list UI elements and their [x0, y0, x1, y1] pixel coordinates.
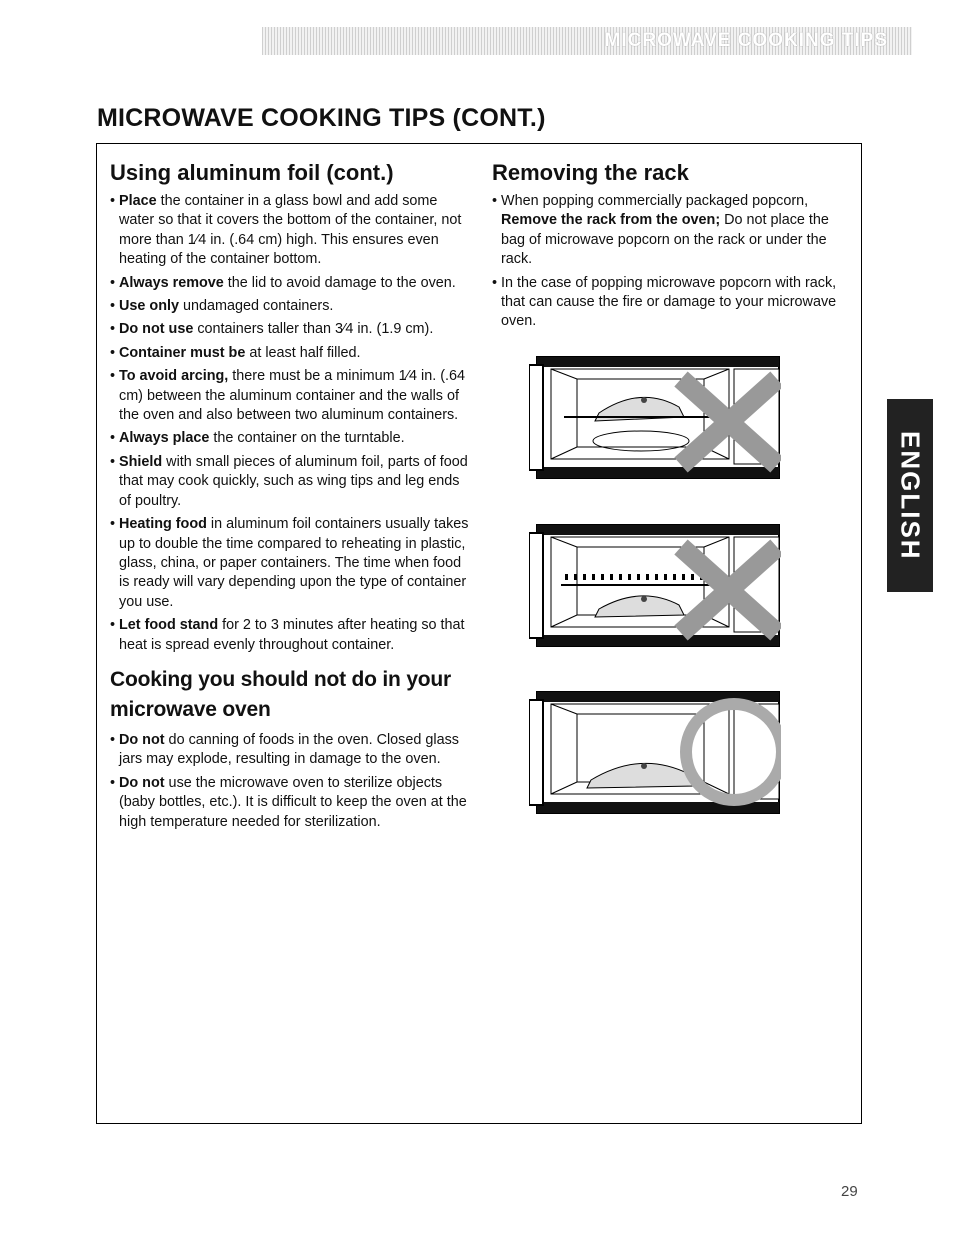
item-text: When popping commercially packaged popcorn,	[501, 193, 809, 209]
item-emphasis: Do not	[119, 731, 165, 748]
item-text: in aluminum foil containers usually takes up to double the time compared to reheating in plastic, glass, china, or paper containers. The time when food is ready will vary depending upon the type of container you use.	[119, 516, 469, 610]
illustration-popcorn-on-turntable	[529, 690, 781, 815]
item-text: containers taller than 3⁄4 in. (1.9 cm).	[193, 321, 434, 338]
language-tab-label: ENGLISH	[895, 430, 926, 561]
banner-text: MICROWAVE COOKING TIPS	[604, 30, 888, 51]
item-text: for 2 to 3 minutes after heating so that heat is spread evenly throughout container.	[119, 617, 465, 653]
item-text: In the case of popping microwave popcorn with rack, that can cause the fire or damage to your microwave oven.	[501, 274, 837, 330]
item-text: there must be a minimum 1⁄4 in. (.64 cm) between the aluminum container and the walls of the oven and also between two aluminum containers.	[119, 368, 466, 424]
list-item	[110, 320, 470, 339]
item-text: do canning of foods in the oven. Closed glass jars may explode, resulting in damage to the oven.	[119, 731, 459, 768]
list-item	[110, 515, 470, 612]
header-banner	[262, 27, 912, 55]
list-item	[492, 274, 852, 332]
item-text: the container on the turntable.	[209, 430, 405, 447]
item-emphasis: Remove the rack from the oven;	[501, 212, 721, 229]
item-emphasis: Always place	[119, 430, 210, 447]
list-item	[110, 274, 470, 293]
list-item	[110, 429, 470, 448]
item-emphasis: Shield	[119, 453, 163, 470]
item-emphasis: Do not	[119, 774, 165, 791]
item-emphasis: Always remove	[119, 274, 224, 291]
removing-rack-list	[492, 192, 852, 332]
section-heading-aluminum-foil: Using aluminum foil (cont.)	[110, 160, 394, 185]
item-text: at least half filled.	[245, 344, 361, 361]
list-item	[492, 192, 852, 270]
item-emphasis: Container must be	[119, 344, 246, 361]
list-item	[110, 731, 470, 770]
item-emphasis: To avoid arcing,	[119, 368, 229, 385]
page-title: MICROWAVE COOKING TIPS (CONT.)	[97, 104, 546, 132]
left-column	[110, 160, 470, 836]
list-item	[110, 616, 470, 655]
item-text: the lid to avoid damage to the oven.	[223, 274, 456, 291]
language-tab	[887, 399, 933, 592]
list-item	[110, 344, 470, 363]
item-text: the container in a glass bowl and add some water so that it covers the bottom of the container, not more than 1⁄4 in. (.64 cm) high. This ensures even heating of the container bottom.	[119, 193, 462, 268]
item-emphasis: Heating food	[119, 516, 207, 533]
aluminum-foil-tips-list	[110, 192, 470, 655]
list-item	[110, 297, 470, 316]
illustration-popcorn-on-rack	[529, 355, 781, 480]
item-emphasis: Use only	[119, 298, 179, 315]
section-heading-cooking-not-to-do: Cooking you should not do in your microwave oven	[110, 667, 452, 721]
right-column	[492, 160, 852, 336]
item-text: Do not place the bag of microwave popcorn on the rack or under the rack.	[501, 212, 829, 268]
list-item	[110, 453, 470, 511]
cooking-not-to-do-list	[110, 731, 470, 832]
item-text: with small pieces of aluminum foil, parts of food that may cook quickly, such as wing tips and leg ends of poultry.	[119, 453, 468, 509]
item-emphasis: Do not use	[119, 321, 194, 338]
list-item	[110, 367, 470, 425]
illustration-popcorn-under-rack	[529, 523, 781, 648]
item-emphasis: Place	[119, 193, 157, 209]
list-item	[110, 774, 470, 832]
item-text: undamaged containers.	[178, 298, 334, 315]
list-item	[110, 192, 470, 270]
item-text: use the microwave oven to sterilize objects (baby bottles, etc.). It is difficult to keep the oven at the high temperature needed for sterilization.	[119, 774, 467, 830]
page-number: 29	[841, 1183, 858, 1200]
item-emphasis: Let food stand	[119, 617, 219, 634]
section-heading-removing-rack: Removing the rack	[492, 160, 689, 185]
